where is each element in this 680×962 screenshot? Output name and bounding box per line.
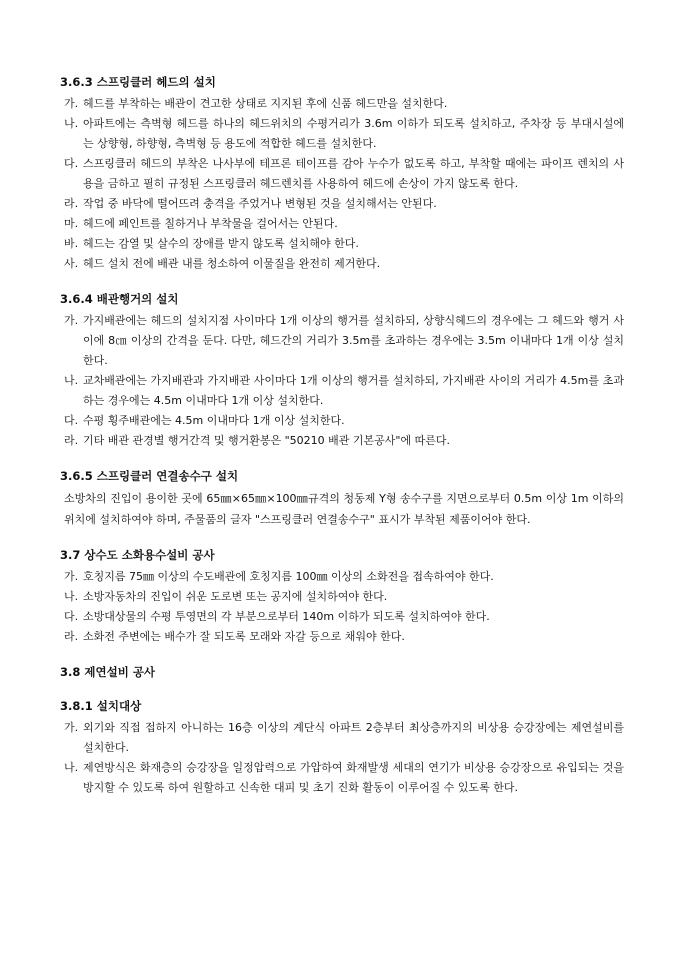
item-text: 소방자동차의 진입이 쉬운 도로변 또는 공지에 설치하여야 한다.: [83, 590, 388, 603]
item-text: 헤드 설치 전에 배관 내를 청소하여 이물질을 완전히 제거한다.: [83, 257, 381, 270]
section-heading: 3.6.4 배관행거의 설치: [60, 292, 179, 306]
item-marker: 가.: [64, 570, 79, 583]
list-item: [60, 411, 624, 431]
item-text: 제연방식은 화재층의 승강장을 일정압력으로 가압하여 화재발생 세대의 연기가 비상용 승강장으로 유입되는 것을 방지할 수 있도록 하여 원할하고 신속한 대피 및 초기 진화 활동이 이루어질 수 있도록 한다.: [83, 761, 624, 794]
list-item: [60, 254, 624, 274]
section-3-6-3: [60, 74, 624, 274]
list-item: [60, 718, 624, 758]
item-text: 가지배관에는 헤드의 설치지점 사이마다 1개 이상의 행거를 설치하되, 상향식헤드의 경우에는 그 헤드와 행거 사이에 8㎝ 이상의 간격을 둔다. 다만, 헤드간의 거리가 3.5m를 초과하는 경우에는 3.5m 이내마다 1개 이상 설치한다.: [83, 314, 624, 367]
item-marker: 사.: [64, 257, 79, 270]
item-text: 작업 중 바닥에 떨어뜨려 충격을 주었거나 변형된 것을 설치해서는 안된다.: [83, 197, 437, 210]
list-item: [60, 758, 624, 798]
list-item: [60, 194, 624, 214]
list-item: [60, 431, 624, 451]
item-marker: 다.: [64, 157, 79, 170]
item-marker: 나.: [64, 761, 79, 774]
item-marker: 가.: [64, 97, 79, 110]
item-text: 호칭지름 75㎜ 이상의 수도배관에 호칭지름 100㎜ 이상의 소화전을 접속하여야 한다.: [83, 570, 494, 583]
item-marker: 가.: [64, 721, 79, 734]
item-marker: 나.: [64, 590, 79, 603]
item-text: 소방대상물의 수평 투영면의 각 부분으로부터 140m 이하가 되도록 설치하여야 한다.: [83, 610, 490, 623]
list-item: [60, 607, 624, 627]
list-item: [60, 114, 624, 154]
item-list: [60, 94, 624, 274]
section-3-8: [60, 664, 624, 680]
section-3-6-5: [60, 468, 624, 530]
list-item: [60, 214, 624, 234]
item-marker: 나.: [64, 374, 79, 387]
item-marker: 가.: [64, 314, 79, 327]
item-text: 헤드에 페인트를 칠하거나 부착물을 걸어서는 안된다.: [83, 217, 338, 230]
item-marker: 바.: [64, 237, 79, 250]
item-list: [60, 718, 624, 798]
item-marker: 다.: [64, 414, 79, 427]
section-3-7: [60, 547, 624, 647]
section-heading: 3.8 제연설비 공사: [60, 665, 156, 679]
list-item: [60, 567, 624, 587]
item-text: 스프링클러 헤드의 부착은 나사부에 테프론 테이프를 감아 누수가 없도록 하고, 부착할 때에는 파이프 렌치의 사용을 금하고 필히 규정된 스프링클러 헤드렌치를 사용하여 헤드에 손상이 가지 않도록 한다.: [83, 157, 624, 190]
item-marker: 라.: [64, 630, 79, 643]
section-paragraph: 소방차의 진입이 용이한 곳에 65㎜×65㎜×100㎜규격의 청동제 Y형 송수구를 지면으로부터 0.5m 이상 1m 이하의 위치에 설치하여야 하며, 주물품의 글자 "스프링클러 연결송수구" 표시가 부착된 제품이어야 한다.: [64, 492, 624, 526]
list-item: [60, 371, 624, 411]
item-text: 아파트에는 측벽형 헤드를 하나의 헤드위치의 수평거리가 3.6m 이하가 되도록 설치하고, 주차장 등 부대시설에는 상향형, 하향형, 측벽형 등 용도에 적합한 헤드를 설치한다.: [83, 117, 624, 150]
item-list: [60, 567, 624, 647]
section-heading: 3.8.1 설치대상: [60, 699, 142, 713]
item-marker: 마.: [64, 217, 79, 230]
section-heading: 3.6.3 스프링클러 헤드의 설치: [60, 75, 216, 89]
section-heading: 3.6.5 스프링클러 연결송수구 설치: [60, 469, 239, 483]
item-list: [60, 311, 624, 451]
item-marker: 라.: [64, 197, 79, 210]
list-item: [60, 587, 624, 607]
list-item: [60, 154, 624, 194]
item-text: 외기와 직접 접하지 아니하는 16층 이상의 계단식 아파트 2층부터 최상층까지의 비상용 승강장에는 제연설비를 설치한다.: [83, 721, 624, 754]
item-text: 기타 배관 관경별 행거간격 및 행거환봉은 "50210 배관 기본공사"에 따른다.: [83, 434, 450, 447]
item-text: 헤드는 감열 및 살수의 장애를 받지 않도록 설치해야 한다.: [83, 237, 359, 250]
section-heading: 3.7 상수도 소화용수설비 공사: [60, 548, 215, 562]
list-item: [60, 234, 624, 254]
item-text: 소화전 주변에는 배수가 잘 되도록 모래와 자갈 등으로 채워야 한다.: [83, 630, 405, 643]
item-marker: 다.: [64, 610, 79, 623]
item-text: 교차배관에는 가지배관과 가지배관 사이마다 1개 이상의 행거를 설치하되, 가지배관 사이의 거리가 4.5m를 초과하는 경우에는 4.5m 이내마다 1개 이상 설치한다.: [83, 374, 624, 407]
section-3-8-1: [60, 698, 624, 798]
item-text: 수평 횡주배관에는 4.5m 이내마다 1개 이상 설치한다.: [83, 414, 345, 427]
item-text: 헤드를 부착하는 배관이 견고한 상태로 지지된 후에 신품 헤드만을 설치한다.: [83, 97, 448, 110]
section-3-6-4: [60, 291, 624, 451]
item-marker: 라.: [64, 434, 79, 447]
list-item: [60, 94, 624, 114]
list-item: [60, 627, 624, 647]
item-marker: 나.: [64, 117, 79, 130]
list-item: [60, 311, 624, 371]
